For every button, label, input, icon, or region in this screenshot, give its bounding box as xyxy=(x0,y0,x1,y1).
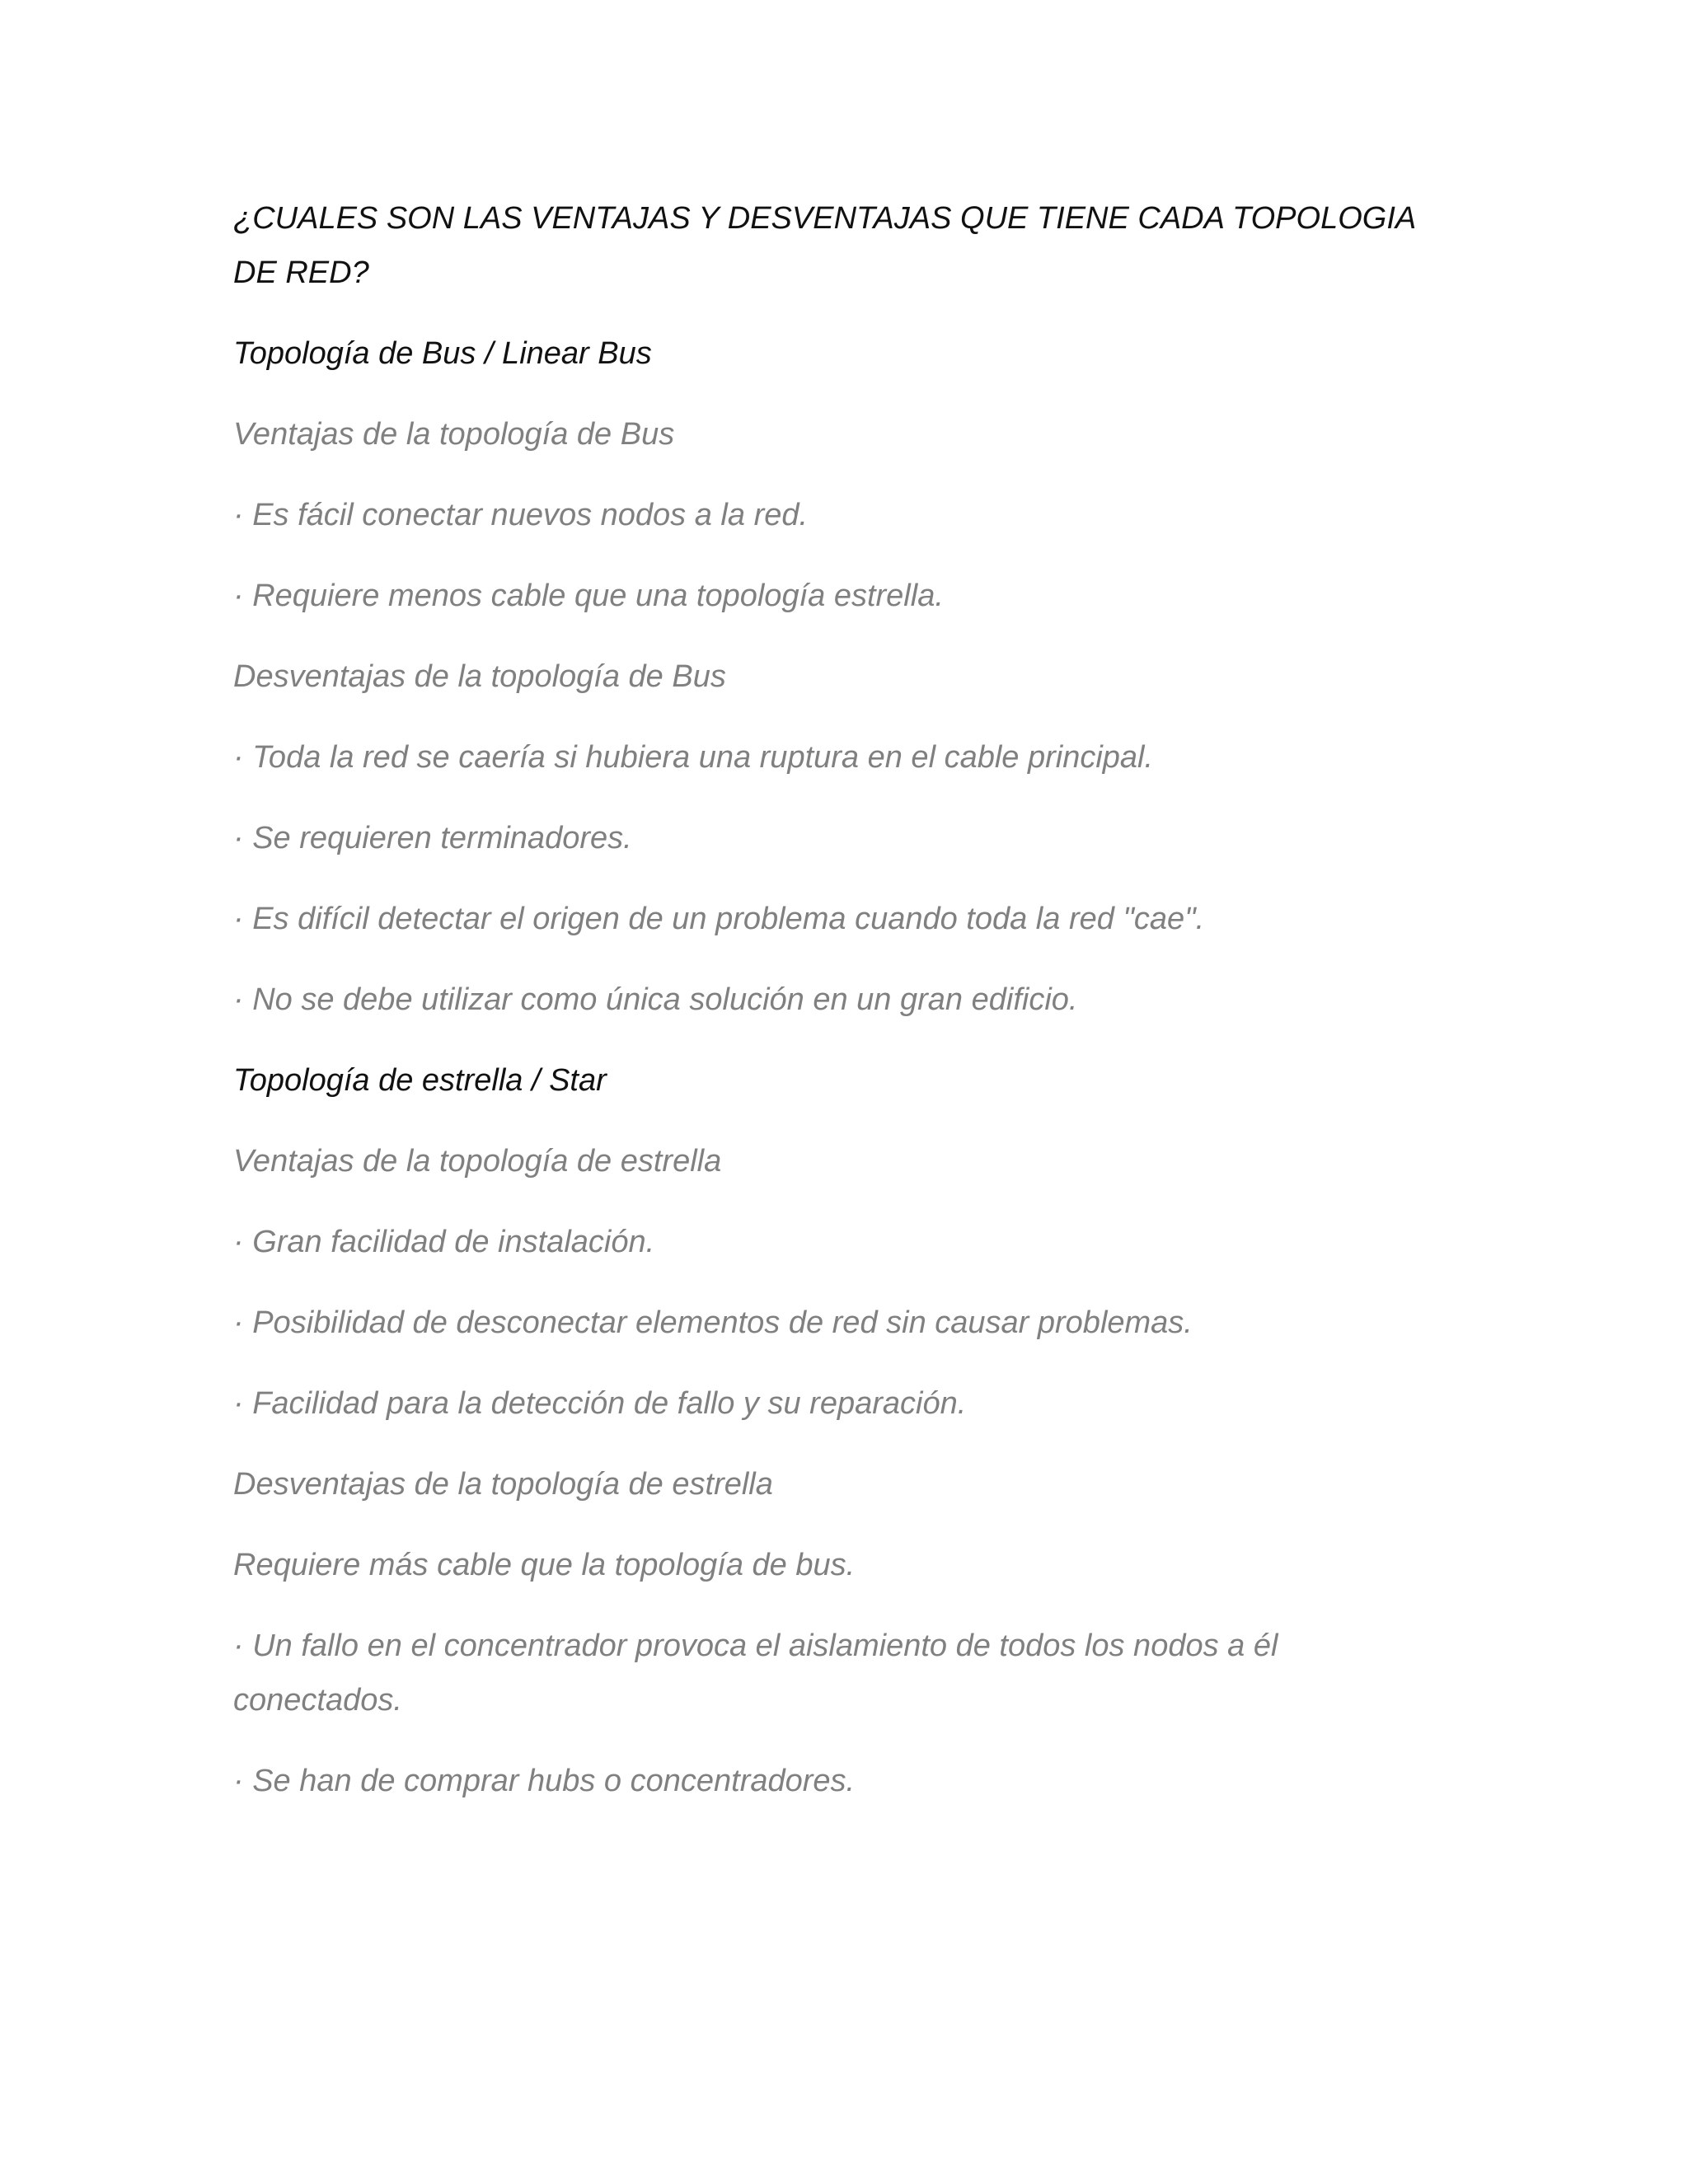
bus-disadvantage-item: · Se requieren terminadores. xyxy=(233,821,632,855)
bus-disadvantage-item: · Toda la red se caería si hubiera una ruptura en el cable principal. xyxy=(233,740,1154,775)
document-title-line-1: ¿CUALES SON LAS VENTAJAS Y DESVENTAJAS QUE TIENE CADA TOPOLOGIA xyxy=(233,201,1417,236)
star-disadvantage-item: · Un fallo en el concentrador provoca el aislamiento de todos los nodos a él xyxy=(233,1629,1278,1663)
bus-disadvantage-item: · No se debe utilizar como única solución en un gran edificio. xyxy=(233,982,1078,1017)
star-advantage-item: · Facilidad para la detección de fallo y su reparación. xyxy=(233,1386,967,1421)
bus-heading: Topología de Bus / Linear Bus xyxy=(233,336,652,371)
star-disadvantage-item-continuation: conectados. xyxy=(233,1683,402,1718)
bus-advantages-heading: Ventajas de la topología de Bus xyxy=(233,417,675,452)
bus-disadvantage-item: · Es difícil detectar el origen de un problema cuando toda la red "cae". xyxy=(233,902,1205,936)
document-title-line-2: DE RED? xyxy=(233,255,369,290)
star-advantages-heading: Ventajas de la topología de estrella xyxy=(233,1144,722,1179)
bus-advantage-item: · Requiere menos cable que una topología estrella. xyxy=(233,579,944,613)
star-disadvantage-item: · Se han de comprar hubs o concentradores. xyxy=(233,1764,856,1798)
star-heading: Topología de estrella / Star xyxy=(233,1063,607,1098)
star-disadvantages-heading: Desventajas de la topología de estrella xyxy=(233,1467,773,1502)
bus-disadvantages-heading: Desventajas de la topología de Bus xyxy=(233,659,726,694)
star-disadvantage-item: Requiere más cable que la topología de bus. xyxy=(233,1548,856,1582)
star-advantage-item: · Posibilidad de desconectar elementos de red sin causar problemas. xyxy=(233,1305,1193,1340)
star-advantage-item: · Gran facilidad de instalación. xyxy=(233,1225,655,1259)
bus-advantage-item: · Es fácil conectar nuevos nodos a la red. xyxy=(233,498,809,532)
